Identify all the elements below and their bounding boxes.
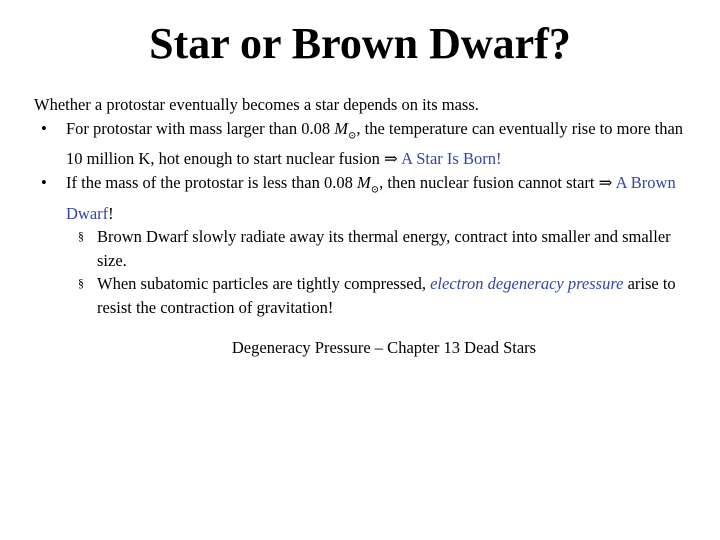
bullet-text: , then nuclear fusion cannot start — [379, 172, 599, 192]
bullet-item — [34, 117, 694, 171]
sub-bullet-marker: § — [78, 229, 84, 244]
highlight-text: A Brown Dwarf — [66, 172, 676, 223]
sub-bullet-marker: § — [78, 276, 84, 291]
mass-symbol: M — [334, 118, 348, 138]
sun-symbol: ⊙ — [370, 184, 380, 196]
bullet-text: , the temperature can eventually rise to more than 10 million K, hot enough to start nuclear fusion — [66, 118, 684, 169]
highlight-text: electron degeneracy pressure — [430, 274, 624, 294]
slide-footer: Degeneracy Pressure – Chapter 13 Dead Stars — [231, 338, 537, 357]
implies-arrow: ⇒ — [384, 149, 398, 169]
highlight-text: A Star Is Born! — [401, 149, 502, 169]
sun-symbol: ⊙ — [348, 129, 357, 141]
slide-title: Star or Brown Dwarf? — [149, 19, 571, 68]
bullet-marker: • — [41, 172, 47, 192]
mass-symbol: M — [357, 172, 371, 192]
slide-body — [34, 93, 694, 319]
bullet-text: For protostar with mass larger than 0.08 — [66, 118, 335, 138]
sub-bullet-text: Brown Dwarf slowly radiate away its thermal energy, contract into smaller and smaller size. — [97, 227, 671, 270]
sub-bullet-text: arise to resist the contraction of gravitation! — [97, 274, 676, 317]
sub-bullet-item — [34, 225, 694, 272]
bullet-text: ! — [108, 203, 114, 223]
implies-arrow: ⇒ — [598, 172, 613, 192]
bullet-text: If the mass of the protostar is less than 0.08 — [66, 172, 357, 192]
sub-bullet-text: When subatomic particles are tightly compressed, — [97, 274, 431, 294]
bullet-item — [34, 171, 694, 225]
bullet-marker: • — [41, 118, 47, 138]
sub-bullet-item — [34, 272, 694, 319]
intro-text: Whether a protostar eventually becomes a star depends on its mass. — [34, 95, 479, 114]
